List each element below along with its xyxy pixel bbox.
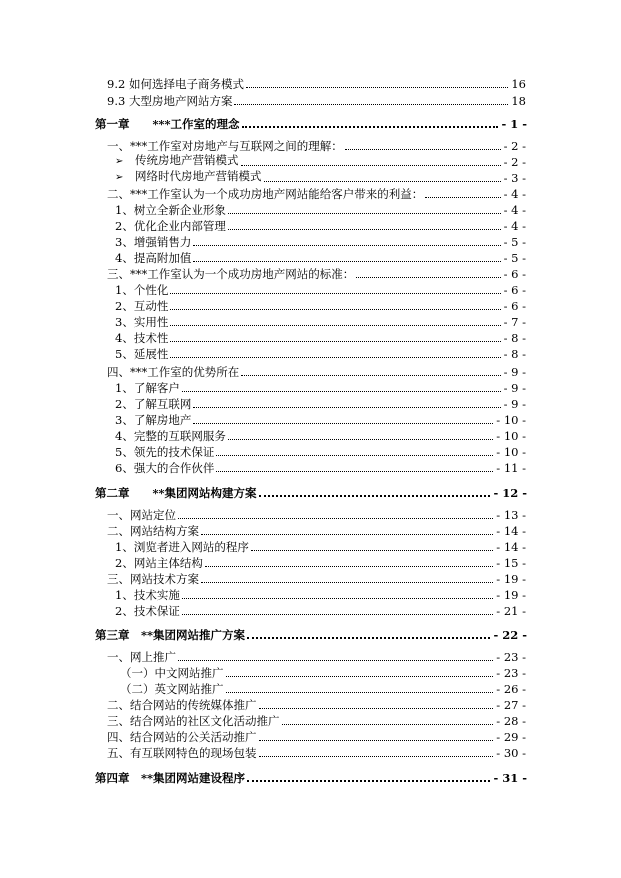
toc-entry[interactable]: [115, 395, 526, 411]
toc-page-number: 18: [511, 94, 526, 108]
toc-entry[interactable]: [107, 92, 526, 108]
toc-entry-title: [115, 588, 180, 602]
toc-entry-text: 1、个性化: [115, 283, 169, 297]
toc-entry-text: 网络时代房地产营销模式: [135, 169, 262, 183]
toc-entry-title: [115, 445, 214, 459]
dot-leader: [182, 391, 501, 392]
toc-page-number: - 3 -: [503, 171, 526, 185]
dot-leader: [345, 149, 501, 150]
toc-entry-title: [115, 251, 191, 265]
toc-page-number: - 30 -: [496, 746, 526, 760]
toc-entry[interactable]: [115, 313, 526, 329]
dot-leader: [170, 325, 500, 326]
dot-leader: [282, 724, 494, 725]
toc-entry-text: 5、延展性: [115, 347, 169, 361]
toc-entry-title: [115, 381, 180, 395]
toc-entry[interactable]: [115, 249, 526, 265]
toc-entry[interactable]: [120, 680, 526, 696]
toc-page-number: - 21 -: [496, 604, 526, 618]
toc-entry-title: [107, 77, 244, 91]
toc-entry-title: [107, 187, 423, 201]
toc-entry-title: [107, 572, 199, 586]
toc-entry-text: 五、有互联网特色的现场包装: [107, 746, 257, 760]
toc-entry[interactable]: [115, 153, 526, 169]
toc-page-number: - 28 -: [496, 714, 526, 728]
toc-page-number: - 5 -: [503, 235, 526, 249]
arrow-bullet-icon: ➢: [115, 156, 124, 167]
dot-leader: [216, 455, 493, 456]
toc-entry-text: 2、技术保证: [115, 604, 180, 618]
dot-leader: [356, 277, 500, 278]
dot-leader: [216, 471, 493, 472]
toc-entry[interactable]: [107, 363, 526, 379]
toc-entry-title: [115, 235, 191, 249]
toc-entry[interactable]: [115, 586, 526, 602]
toc-page-number: - 1 -: [501, 117, 527, 131]
dot-leader: [182, 614, 493, 615]
toc-entry-text: 一、***工作室对房地产与互联网之间的理解：: [107, 139, 343, 153]
toc-entry-title: [115, 169, 262, 185]
dot-leader: [241, 165, 501, 166]
dot-leader: [226, 692, 494, 693]
toc-entry-title: [107, 714, 280, 728]
toc-page-number: - 10 -: [496, 413, 526, 427]
toc-page-number: - 29 -: [496, 730, 526, 744]
toc-page-number: - 2 -: [503, 155, 526, 169]
toc-entry-text: 2、优化企业内部管理: [115, 219, 226, 233]
dot-leader: [259, 756, 494, 757]
toc-entry[interactable]: [107, 185, 526, 201]
dot-leader: [251, 550, 493, 551]
toc-page-number: - 8 -: [503, 331, 526, 345]
toc-entry-text: 三、网站技术方案: [107, 572, 199, 586]
toc-entry-text: 1、了解客户: [115, 381, 180, 395]
dot-leader: [242, 126, 499, 128]
toc-entry-text: 一、网站定位: [107, 508, 176, 522]
toc-entry-title: [107, 139, 343, 153]
toc-entry-text: 二、***工作室认为一个成功房地产网站能给客户带来的利益：: [107, 187, 424, 201]
dot-leader: [201, 582, 493, 583]
toc-entry-title: [95, 117, 240, 131]
toc-entry[interactable]: [115, 538, 526, 554]
toc-entry[interactable]: [107, 75, 526, 91]
dot-leader: [170, 341, 500, 342]
toc-page-number: - 7 -: [503, 315, 526, 329]
toc-entry[interactable]: [115, 459, 526, 475]
toc-entry[interactable]: [107, 744, 526, 760]
toc-chapter-entry[interactable]: [95, 484, 527, 500]
toc-entry-title: [115, 203, 226, 217]
toc-entry-text: 三、***工作室认为一个成功房地产网站的标准：: [107, 267, 355, 281]
toc-page-number: - 26 -: [496, 682, 526, 696]
toc-entry[interactable]: [107, 522, 526, 538]
toc-page-number: - 6 -: [503, 299, 526, 313]
arrow-bullet-icon: ➢: [115, 172, 124, 183]
toc-entry-title: [115, 315, 168, 329]
toc-entry-title: [120, 682, 224, 696]
toc-entry-title: [107, 267, 354, 281]
toc-page-number: - 4 -: [503, 203, 526, 217]
dot-leader: [241, 375, 500, 376]
toc-entry[interactable]: [115, 201, 526, 217]
dot-leader: [226, 676, 494, 677]
toc-entry-title: [115, 347, 168, 361]
toc-entry[interactable]: [115, 345, 526, 361]
toc-entry-text: 1、树立全新企业形象: [115, 203, 226, 217]
dot-leader: [170, 293, 500, 294]
toc-entry[interactable]: [115, 443, 526, 459]
toc-page-number: - 9 -: [503, 397, 526, 411]
toc-page-number: - 6 -: [503, 283, 526, 297]
toc-page-number: - 6 -: [503, 267, 526, 281]
dot-leader: [178, 660, 493, 661]
toc-entry-text: 1、技术实施: [115, 588, 180, 602]
toc-entry-text: 四、结合网站的公关活动推广: [107, 730, 257, 744]
toc-entry-title: [115, 556, 203, 570]
dot-leader: [193, 423, 493, 424]
toc-page-number: - 13 -: [496, 508, 526, 522]
toc-entry-text: 第三章 **集团网站推广方案: [95, 628, 246, 642]
toc-page-number: - 22 -: [493, 628, 527, 642]
toc-entry-title: [95, 628, 245, 642]
toc-entry-text: 三、结合网站的社区文化活动推广: [107, 714, 280, 728]
toc-page-number: - 5 -: [503, 251, 526, 265]
toc-entry-text: （一）中文网站推广: [120, 666, 224, 680]
toc-entry-title: [107, 365, 239, 379]
toc-entry-title: [107, 746, 257, 760]
dot-leader: [228, 213, 501, 214]
toc-entry-title: [107, 698, 257, 712]
toc-entry[interactable]: [115, 379, 526, 395]
toc-entry-title: [115, 331, 168, 345]
toc-entry-title: [115, 299, 168, 313]
toc-entry-text: 第二章 **集团网站构建方案: [95, 486, 257, 500]
toc-entry-text: 9.3 大型房地产网站方案: [107, 94, 233, 108]
toc-entry-text: 第一章 ***工作室的理念: [95, 117, 240, 131]
toc-page-number: - 14 -: [496, 540, 526, 554]
toc-entry-text: 2、了解互联网: [115, 397, 192, 411]
toc-page-number: - 12 -: [493, 486, 527, 500]
dot-leader: [247, 637, 490, 639]
toc-page-number: - 27 -: [496, 698, 526, 712]
toc-entry[interactable]: [115, 329, 526, 345]
dot-leader: [201, 534, 493, 535]
toc-page-number: - 4 -: [503, 219, 526, 233]
toc-page-number: - 9 -: [503, 365, 526, 379]
toc-entry[interactable]: [107, 648, 526, 664]
dot-leader: [193, 245, 500, 246]
toc-entry[interactable]: [115, 233, 526, 249]
toc-entry-text: 2、网站主体结构: [115, 556, 203, 570]
toc-entry-text: 一、网上推广: [107, 650, 176, 664]
dot-leader: [182, 598, 493, 599]
toc-chapter-entry[interactable]: [95, 769, 527, 785]
toc-entry-title: [95, 486, 257, 500]
toc-entry[interactable]: [107, 506, 526, 522]
toc-page-number: - 9 -: [503, 381, 526, 395]
toc-page-number: - 23 -: [496, 666, 526, 680]
toc-entry-text: （二）英文网站推广: [120, 682, 224, 696]
dot-leader: [259, 708, 494, 709]
toc-entry-text: 传统房地产营销模式: [135, 153, 239, 167]
toc-page-number: - 10 -: [496, 429, 526, 443]
dot-leader: [247, 780, 490, 782]
dot-leader: [259, 740, 494, 741]
toc-page-number: - 2 -: [503, 139, 526, 153]
toc-page-number: - 15 -: [496, 556, 526, 570]
dot-leader: [234, 104, 508, 105]
toc-page-number: - 4 -: [503, 187, 526, 201]
toc-page-number: - 10 -: [496, 445, 526, 459]
toc-page-number: - 14 -: [496, 524, 526, 538]
toc-entry-title: [115, 219, 226, 233]
toc-entry[interactable]: [115, 169, 526, 185]
toc-entry-text: 二、网站结构方案: [107, 524, 199, 538]
toc-entry-text: 3、增强销售力: [115, 235, 192, 249]
toc-entry-title: [115, 413, 191, 427]
toc-entry[interactable]: [115, 297, 526, 313]
dot-leader: [264, 181, 501, 182]
toc-entry-title: [115, 153, 239, 169]
toc-page-number: - 11 -: [496, 461, 526, 475]
toc-page-number: - 19 -: [496, 572, 526, 586]
dot-leader: [178, 518, 493, 519]
dot-leader: [425, 197, 500, 198]
dot-leader: [193, 407, 500, 408]
toc-entry[interactable]: [107, 265, 526, 281]
toc-entry[interactable]: [115, 554, 526, 570]
toc-entry[interactable]: [107, 696, 526, 712]
toc-page-number: - 19 -: [496, 588, 526, 602]
toc-entry-text: 5、领先的技术保证: [115, 445, 215, 459]
toc-entry[interactable]: [115, 281, 526, 297]
toc-entry[interactable]: [120, 664, 526, 680]
toc-entry-title: [107, 650, 176, 664]
toc-entry-title: [120, 666, 224, 680]
toc-entry[interactable]: [115, 411, 526, 427]
toc-entry-text: 二、结合网站的传统媒体推广: [107, 698, 257, 712]
toc-entry-text: 4、完整的互联网服务: [115, 429, 226, 443]
toc-entry-text: 6、强大的合作伙伴: [115, 461, 215, 475]
toc-entry-title: [115, 540, 249, 554]
toc-entry-title: [115, 604, 180, 618]
toc-entry-text: 1、浏览者进入网站的程序: [115, 540, 249, 554]
dot-leader: [193, 261, 500, 262]
dot-leader: [246, 87, 508, 88]
toc-chapter-entry[interactable]: [95, 626, 527, 642]
toc-entry-text: 3、了解房地产: [115, 413, 192, 427]
dot-leader: [205, 566, 493, 567]
toc-entry-text: 4、提高附加值: [115, 251, 192, 265]
toc-entry-text: 四、***工作室的优势所在: [107, 365, 240, 379]
toc-page-number: - 23 -: [496, 650, 526, 664]
toc-entry-text: 第四章 **集团网站建设程序: [95, 771, 246, 785]
dot-leader: [228, 439, 493, 440]
toc-page-number: 16: [511, 77, 526, 91]
toc-entry[interactable]: [107, 570, 526, 586]
toc-entry-text: 3、实用性: [115, 315, 169, 329]
toc-entry[interactable]: [107, 728, 526, 744]
dot-leader: [170, 309, 500, 310]
toc-entry-title: [115, 397, 191, 411]
toc-entry-title: [107, 94, 232, 108]
toc-entry-title: [115, 429, 226, 443]
toc-entry-title: [115, 461, 214, 475]
toc-entry-title: [107, 524, 199, 538]
dot-leader: [259, 495, 491, 497]
toc-page-number: - 31 -: [493, 771, 527, 785]
toc-entry[interactable]: [115, 427, 526, 443]
toc-entry-text: 4、技术性: [115, 331, 169, 345]
dot-leader: [170, 357, 500, 358]
toc-entry[interactable]: [115, 602, 526, 618]
dot-leader: [228, 229, 501, 230]
toc-entry-title: [107, 508, 176, 522]
toc-entry[interactable]: [107, 712, 526, 728]
toc-entry-title: [95, 771, 245, 785]
toc-entry-text: 2、互动性: [115, 299, 169, 313]
toc-entry-text: 9.2 如何选择电子商务模式: [107, 77, 244, 91]
toc-page-number: - 8 -: [503, 347, 526, 361]
toc-entry-title: [107, 730, 257, 744]
toc-entry[interactable]: [115, 217, 526, 233]
toc-entry-title: [115, 283, 168, 297]
toc-entry[interactable]: [107, 137, 526, 153]
toc-chapter-entry[interactable]: [95, 115, 527, 131]
